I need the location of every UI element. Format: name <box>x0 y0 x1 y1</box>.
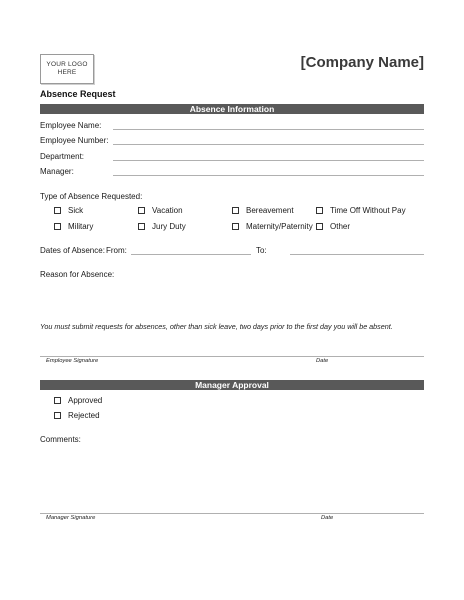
military-label: Military <box>68 222 94 231</box>
company-name: [Company Name] <box>300 54 424 71</box>
vacation-checkbox[interactable] <box>138 207 145 214</box>
bereavement-label: Bereavement <box>246 206 294 215</box>
form-title: Absence Request <box>40 89 116 99</box>
vacation-label: Vacation <box>152 206 183 215</box>
submission-notice: You must submit requests for absences, other than sick leave, two days prior to the first day you will be absent. <box>40 322 393 331</box>
employee-signature-label: Employee Signature <box>46 358 99 364</box>
from-date-field[interactable] <box>131 254 251 255</box>
manager-date-label: Date <box>321 515 334 521</box>
manager-field[interactable] <box>113 175 424 176</box>
maternity-paternity-checkbox[interactable] <box>232 223 239 230</box>
rejected-label: Rejected <box>68 411 100 420</box>
employee-date-label: Date <box>316 358 329 364</box>
time-off-without-pay-label: Time Off Without Pay <box>330 206 406 215</box>
employee-number-label: Employee Number: <box>40 136 109 145</box>
approved-checkbox[interactable] <box>54 397 61 404</box>
time-off-without-pay-checkbox[interactable] <box>316 207 323 214</box>
reason-for-absence-label: Reason for Absence: <box>40 270 115 279</box>
maternity-paternity-label: Maternity/Paternity <box>246 222 313 231</box>
sick-label: Sick <box>68 206 84 215</box>
company-logo-placeholder <box>40 54 94 84</box>
jury-duty-label: Jury Duty <box>152 222 186 231</box>
department-field[interactable] <box>113 160 424 161</box>
bereavement-checkbox[interactable] <box>232 207 239 214</box>
reason-for-absence-field[interactable] <box>40 282 424 318</box>
to-date-field[interactable] <box>290 254 424 255</box>
other-checkbox[interactable] <box>316 223 323 230</box>
rejected-checkbox[interactable] <box>54 412 61 419</box>
employee-name-label: Employee Name: <box>40 121 102 130</box>
department-label: Department: <box>40 152 85 161</box>
absence-type-label: Type of Absence Requested: <box>40 192 143 201</box>
dates-of-absence-label: Dates of Absence: <box>40 246 105 255</box>
section-header-absence-information: Absence Information <box>40 104 424 114</box>
comments-label: Comments: <box>40 435 81 444</box>
manager-signature-label: Manager Signature <box>46 515 96 521</box>
from-label: From: <box>106 246 127 255</box>
employee-number-field[interactable] <box>113 144 424 145</box>
logo-text: YOUR LOGO HERE <box>46 61 88 76</box>
military-checkbox[interactable] <box>54 223 61 230</box>
other-label: Other <box>330 222 351 231</box>
manager-signature-line[interactable] <box>40 513 424 514</box>
to-label: To: <box>256 246 267 255</box>
sick-checkbox[interactable] <box>54 207 61 214</box>
employee-name-field[interactable] <box>113 129 424 130</box>
manager-label: Manager: <box>40 167 74 176</box>
employee-signature-line[interactable] <box>40 356 424 357</box>
section-header-manager-approval: Manager Approval <box>40 380 424 390</box>
comments-field[interactable] <box>40 447 424 509</box>
jury-duty-checkbox[interactable] <box>138 223 145 230</box>
approved-label: Approved <box>68 396 103 405</box>
